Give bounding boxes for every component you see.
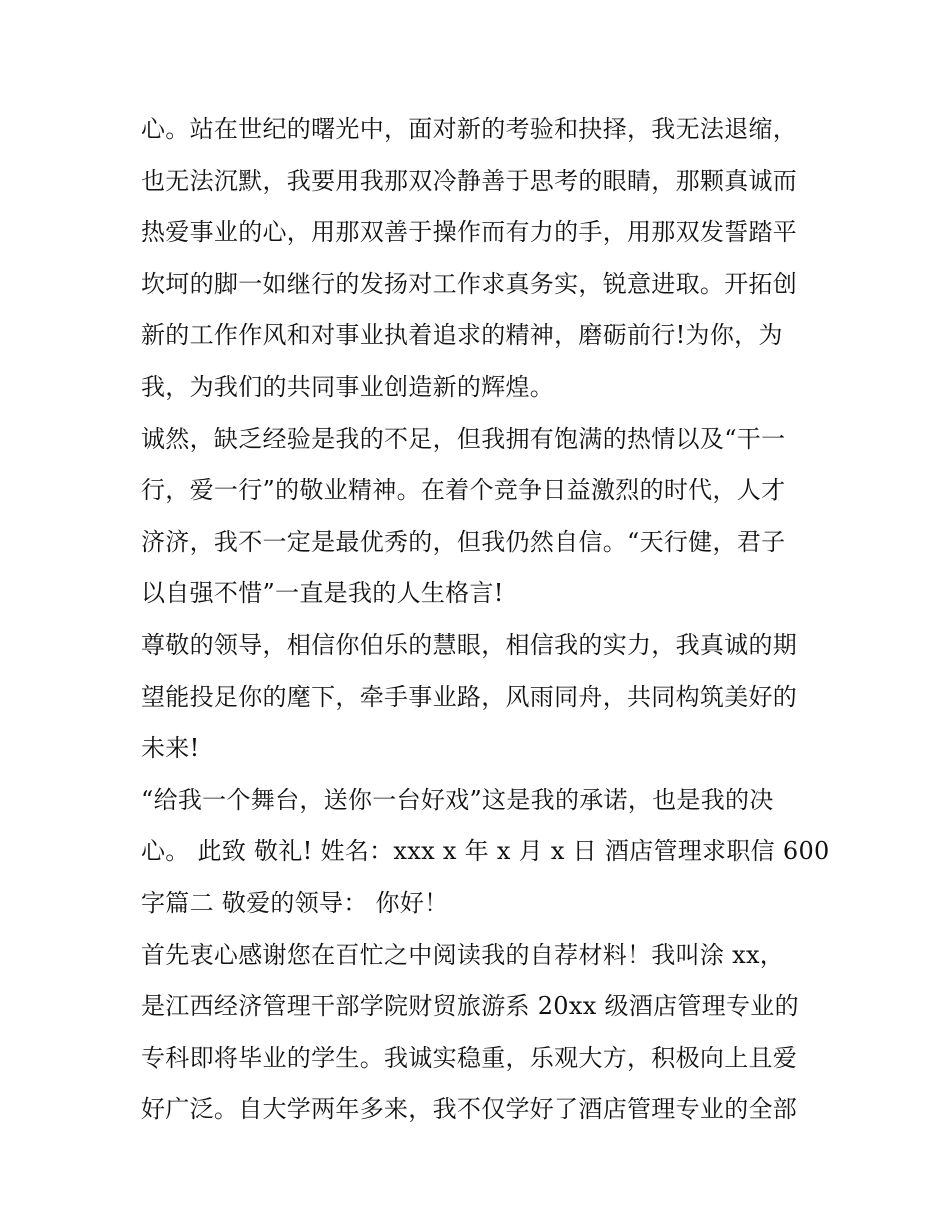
- text-line: “给我一个舞台，送你一台好戏”这是我的承诺，也是我的决: [141, 785, 774, 814]
- text-line: 坎坷的脚一如继行的发扬对工作求真务实，锐意进取。开拓创: [141, 269, 798, 298]
- text-line: 未来!: [141, 734, 200, 763]
- text-line: 望能投足你的麾下，牵手事业路，风雨同舟，共同构筑美好的: [141, 682, 798, 711]
- text-line: 专科即将毕业的学生。我诚实稳重，乐观大方，积极向上且爱: [141, 1043, 798, 1072]
- text-line: 济济，我不一定是最优秀的，但我仍然自信。“天行健，君子: [141, 527, 786, 556]
- text-line: 心。 此致 敬礼! 姓名：xxx x 年 x 月 x 日 酒店管理求职信 600: [141, 837, 830, 866]
- text-line: 首先衷心感谢您在百忙之中阅读我的自荐材料！我叫涂 xx，: [141, 940, 785, 969]
- text-line: 诚然，缺乏经验是我的不足，但我拥有饱满的热情以及“干一: [141, 424, 786, 453]
- text-line: 是江西经济管理干部学院财贸旅游系 20xx 级酒店管理专业的: [141, 992, 799, 1021]
- text-line: 字篇二 敬爱的领导： 你好！: [141, 888, 449, 917]
- text-line: 尊敬的领导，相信你伯乐的慧眼，相信我的实力，我真诚的期: [141, 630, 798, 659]
- text-line: 新的工作作风和对事业执着追求的精神，磨砺前行!为你，为: [141, 321, 783, 350]
- text-line: 以自强不惜”一直是我的人生格言!: [141, 579, 504, 608]
- text-line: 行，爱一行”的敬业精神。在着个竞争日益激烈的时代，人才: [141, 476, 786, 505]
- text-line: 也无法沉默，我要用我那双冷静善于思考的眼睛，那颗真诚而: [141, 166, 798, 195]
- text-line: 我，为我们的共同事业创造新的辉煌。: [141, 372, 555, 401]
- body-text: [141, 104, 830, 1136]
- text-line: 心。站在世纪的曙光中，面对新的考验和抉择，我无法退缩，: [141, 115, 798, 143]
- text-line: 热爱事业的心，用那双善于操作而有力的手，用那双发誓踏平: [141, 218, 798, 247]
- text-line: 好广泛。自大学两年多来，我不仅学好了酒店管理专业的全部: [141, 1095, 798, 1124]
